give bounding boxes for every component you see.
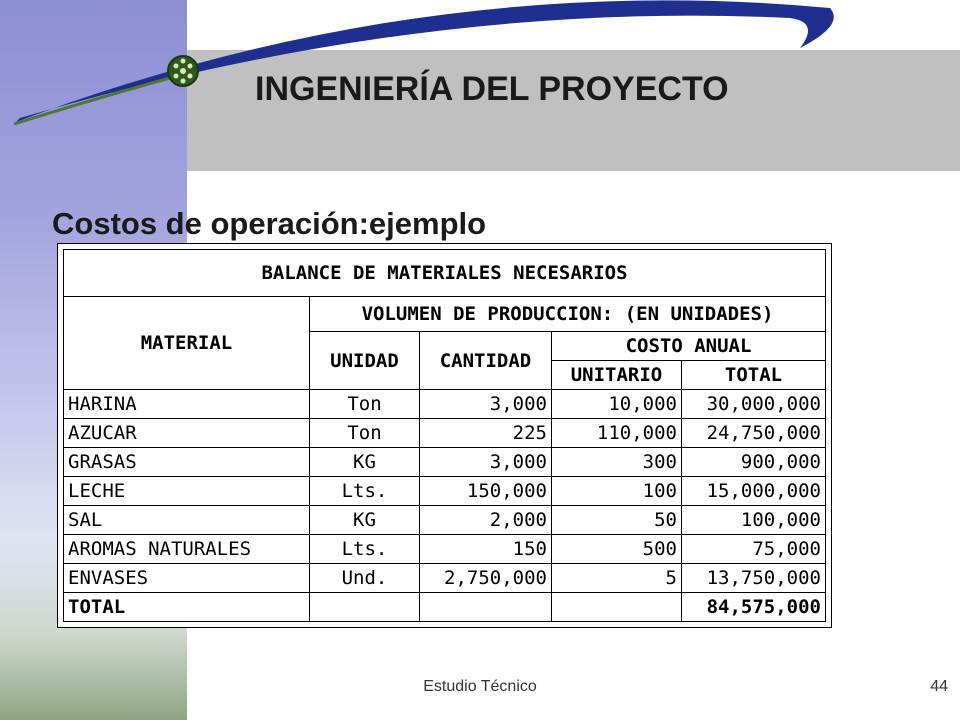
cell-unidad: Lts. [310, 477, 420, 506]
header-costo-anual: COSTO ANUAL [552, 332, 826, 361]
materials-table [63, 249, 826, 622]
empty-cell [552, 593, 682, 622]
header-row-1 [64, 297, 826, 332]
empty-cell [310, 593, 420, 622]
cell-unitario: 300 [552, 448, 682, 477]
slide-footer: Estudio Técnico [423, 678, 537, 695]
cell-cantidad: 2,750,000 [420, 564, 552, 593]
cell-total: 75,000 [682, 535, 826, 564]
table-row [64, 448, 826, 477]
table-container [57, 243, 832, 628]
total-label: TOTAL [64, 593, 310, 622]
table-title-row [64, 250, 826, 297]
page-number: 44 [930, 678, 948, 695]
slide-title: INGENIERÍA DEL PROYECTO [255, 70, 729, 108]
table-row [64, 419, 826, 448]
cell-unidad: KG [310, 506, 420, 535]
cell-unitario: 5 [552, 564, 682, 593]
header-material: MATERIAL [64, 297, 310, 390]
slide-subtitle: Costos de operación:ejemplo [52, 206, 487, 241]
cell-cantidad: 225 [420, 419, 552, 448]
cell-total: 30,000,000 [682, 390, 826, 419]
cell-total: 100,000 [682, 506, 826, 535]
cell-material: LECHE [64, 477, 310, 506]
cell-material: ENVASES [64, 564, 310, 593]
cell-unidad: KG [310, 448, 420, 477]
header-volumen: VOLUMEN DE PRODUCCION: (EN UNIDADES) [310, 297, 826, 332]
cell-total: 13,750,000 [682, 564, 826, 593]
cell-cantidad: 3,000 [420, 390, 552, 419]
cell-material: SAL [64, 506, 310, 535]
cell-material: HARINA [64, 390, 310, 419]
cell-total: 15,000,000 [682, 477, 826, 506]
grand-total: 84,575,000 [682, 593, 826, 622]
header-unidad: UNIDAD [310, 332, 420, 390]
cell-cantidad: 2,000 [420, 506, 552, 535]
cell-total: 900,000 [682, 448, 826, 477]
cell-material: AZUCAR [64, 419, 310, 448]
cell-unidad: Lts. [310, 535, 420, 564]
cell-unidad: Ton [310, 419, 420, 448]
empty-cell [420, 593, 552, 622]
cell-material: GRASAS [64, 448, 310, 477]
cell-material: AROMAS NATURALES [64, 535, 310, 564]
cell-unitario: 500 [552, 535, 682, 564]
table-title: BALANCE DE MATERIALES NECESARIOS [64, 250, 826, 297]
cell-unidad: Ton [310, 390, 420, 419]
cell-unitario: 110,000 [552, 419, 682, 448]
orb-icon [168, 56, 198, 86]
table-row [64, 506, 826, 535]
header-unitario: UNITARIO [552, 361, 682, 390]
cell-cantidad: 150,000 [420, 477, 552, 506]
cell-unidad: Und. [310, 564, 420, 593]
header-cantidad: CANTIDAD [420, 332, 552, 390]
total-row [64, 593, 826, 622]
table-row [64, 390, 826, 419]
table-row [64, 564, 826, 593]
header-total: TOTAL [682, 361, 826, 390]
cell-cantidad: 150 [420, 535, 552, 564]
cell-total: 24,750,000 [682, 419, 826, 448]
cell-unitario: 50 [552, 506, 682, 535]
cell-cantidad: 3,000 [420, 448, 552, 477]
cell-unitario: 10,000 [552, 390, 682, 419]
table-row [64, 477, 826, 506]
cell-unitario: 100 [552, 477, 682, 506]
table-row [64, 535, 826, 564]
